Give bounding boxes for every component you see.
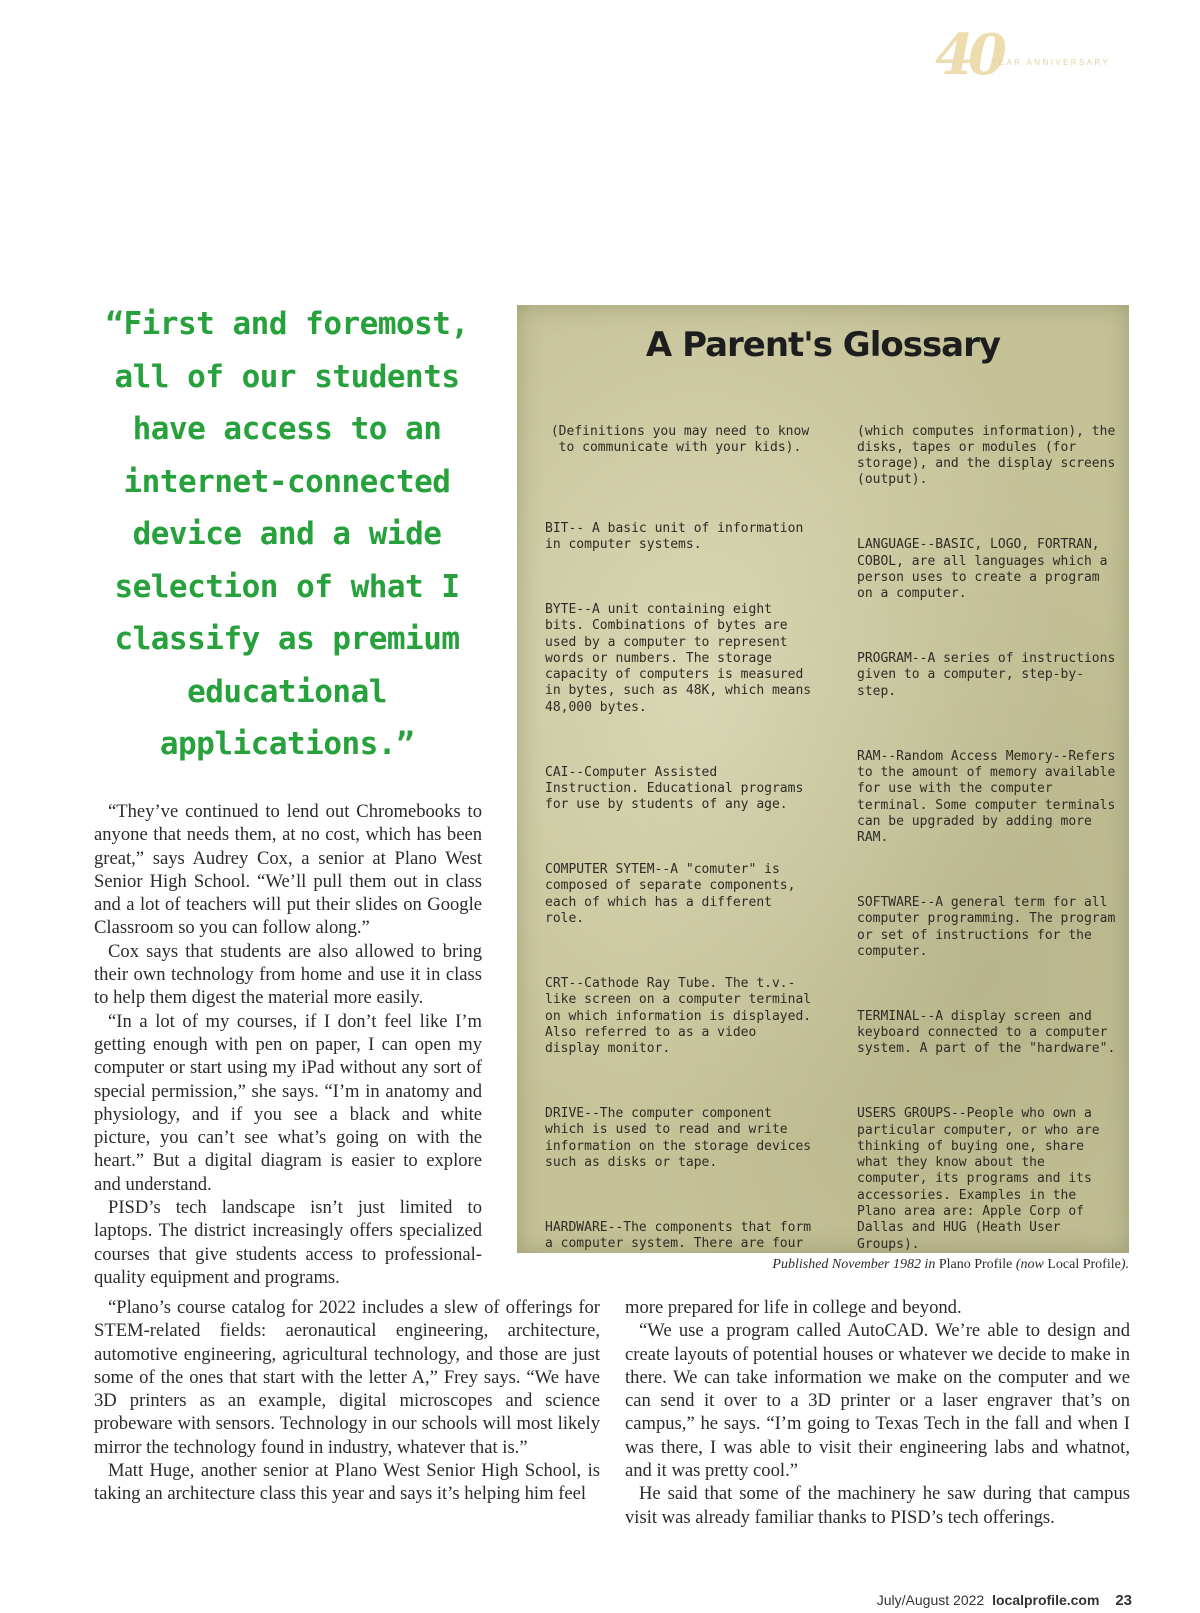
paragraph: “In a lot of my courses, if I don’t feel like I’m getting enough with pen on paper, I can open my computer or start using my iPad without any sort of special permission,” she says. “I’m in anatomy and physiology, and if you see a black and white picture, you can’t see what’s going on with the heart.” But a digital diagram is easier to explore and understand.	[94, 1010, 482, 1195]
paragraph: more prepared for life in college and beyond.	[625, 1297, 962, 1318]
paragraph: “Plano’s course catalog for 2022 includes a slew of offerings for STEM-related fields: aeronautical engineering, architecture, automotive engineering, agricultural technology, and those are just some of the ones that start with the letter A,” Frey says. “We have 3D printers as an example, digital microscopes and science probeware with sensors. Technology in our schools will most likely mirror the technology found in industry, whatever that is.”	[94, 1297, 600, 1458]
glossary-right-column	[857, 391, 1124, 1253]
paragraph: Cox says that students are also allowed to bring their own technology from home and use it in class to help them digest the material more easily.	[94, 940, 482, 1009]
glossary-entry: LANGUAGE--BASIC, LOGO, FORTRAN, COBOL, are all languages which a person uses to create a program on a computer.	[857, 537, 1116, 602]
glossary-entry: DRIVE--The computer component which is used to read and write information on the storage devices such as disks or tape.	[545, 1105, 819, 1170]
caption-italic: ).	[1120, 1257, 1129, 1272]
glossary-entry: TERMINAL--A display screen and keyboard connected to a computer system. A part of the "hardware".	[857, 1008, 1116, 1057]
footer-issue: July/August 2022	[876, 1592, 985, 1608]
glossary-entry: CRT--Cathode Ray Tube. The t.v.-like screen on a computer terminal on which information is displayed. Also referred to as a video display monitor.	[545, 975, 819, 1057]
glossary-clipping-image	[517, 305, 1129, 1253]
glossary-entry: HARDWARE--The components that form a computer system. There are four	[545, 1219, 812, 1252]
image-caption	[517, 1257, 1129, 1273]
paragraph: He said that some of the machinery he saw during that campus visit was already familiar thanks to PISD’s tech offerings.	[625, 1483, 1130, 1528]
anniversary-number: 40	[935, 22, 1001, 88]
caption-publication: Local Profile	[1047, 1257, 1121, 1272]
glossary-entry: USERS GROUPS--People who own a particular computer, or who are thinking of buying one, share what they know about the computer, its programs and its accessories. Examples in the Plano area are: Apple Corp of Dallas and HUG (Heath User Groups).	[857, 1106, 1108, 1252]
glossary-title: A Parent's Glossary	[645, 325, 1001, 365]
page-footer	[0, 1592, 1132, 1609]
paragraph: “They’ve continued to lend out Chromebooks to anyone that needs them, at no cost, which has been great,” says Audrey Cox, a senior at Plano West Senior High School. “We’ll pull them out in class and a lot of teachers will put their slides on Google Classroom so you can follow along.”	[94, 801, 482, 939]
glossary-entry: (which computes information), the disks, tapes or modules (for storage), and the display screens (output).	[857, 423, 1124, 488]
glossary-entry: BYTE--A unit containing eight bits. Combinations of bytes are used by a computer to represent words or numbers. The storage capacity of computers is measured in bytes, such as 48K, which means 48,000 bytes.	[545, 601, 819, 715]
article-column-left-bottom	[94, 1296, 600, 1506]
glossary-entry: SOFTWARE--A general term for all computer programming. The program or set of instructions for the computer.	[857, 895, 1124, 959]
page-number: 23	[1115, 1592, 1132, 1609]
paragraph: “We use a program called AutoCAD. We’re able to design and create layouts of potential houses or whatever we decide to make in there. We can take information we make on the computer and we can send it over to a 3D printer or a laser engraver that’s on campus,” he says. “I’m going to Texas Tech in the fall and when I was there, I was able to visit their engineering labs and whatnot, and it was pretty cool.”	[625, 1320, 1130, 1482]
caption-publication: Plano Profile	[938, 1257, 1013, 1272]
article-column-left-top	[94, 800, 482, 1289]
paragraph: Matt Huge, another senior at Plano West Senior High School, is taking an architecture class this year and says it’s helping him feel	[94, 1460, 600, 1505]
paragraph: PISD’s tech landscape isn’t just limited to laptops. The district increasingly offers specialized courses that give students access to professional-quality equipment and programs.	[94, 1197, 482, 1288]
glossary-entry: BIT-- A basic unit of information in computer systems.	[545, 520, 812, 553]
glossary-intro: (Definitions you may need to know to communicate with your kids).	[550, 423, 817, 455]
anniversary-logo	[935, 22, 1145, 88]
footer-site: localprofile.com	[992, 1592, 1100, 1608]
glossary-entry: PROGRAM--A series of instructions given to a computer, step-by-step.	[857, 651, 1124, 699]
caption-italic: (now	[1012, 1257, 1048, 1272]
pull-quote: “First and foremost, all of our students have access to an internet-connected device and a wide selection of what I classify as premium educational applications.”	[105, 306, 469, 762]
glossary-entry: RAM--Random Access Memory--Refers to the amount of memory available for use with the computer terminal. Some computer terminals can be upgraded by adding more RAM.	[857, 748, 1124, 846]
glossary-left-column	[545, 391, 819, 1253]
article-column-right-bottom	[625, 1296, 1130, 1529]
anniversary-text: YEAR ANNIVERSARY	[991, 58, 1111, 67]
caption-italic: Published November 1982 in	[772, 1257, 939, 1272]
glossary-entry: CAI--Computer Assisted Instruction. Educational programs for use by students of any age.	[545, 764, 812, 813]
glossary-entry: COMPUTER SYTEM--A "comuter" is composed of separate components, each of which has a different role.	[545, 862, 804, 927]
